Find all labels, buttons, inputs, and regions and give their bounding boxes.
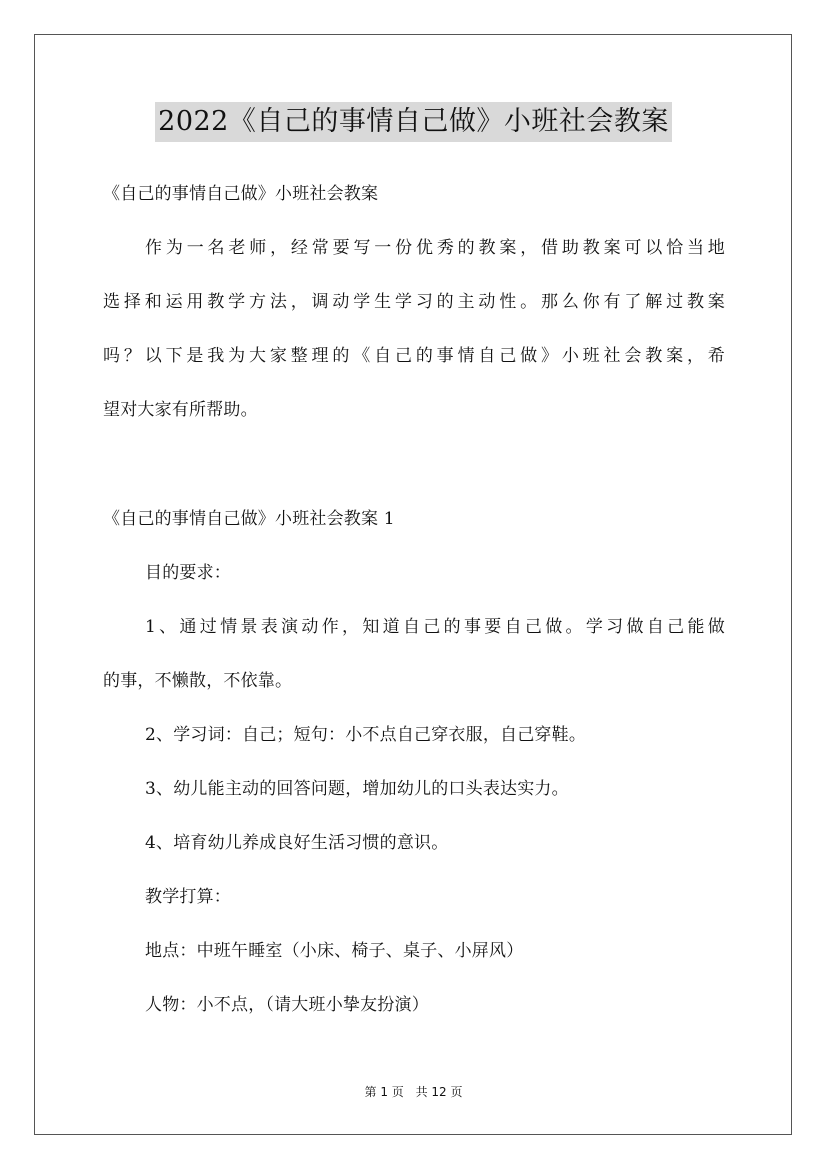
intro-line-3: 吗？以下是我为大家整理的《自己的事情自己做》小班社会教案，希 [103, 346, 725, 366]
goal-4: 4、培育幼儿养成良好生活习惯的意识。 [145, 833, 449, 853]
page-total: 共 12 页 [415, 1085, 463, 1099]
place-line: 地点：中班午睡室（小床、椅子、桌子、小屏风） [145, 941, 524, 961]
intro-line-2: 选择和运用教学方法，调动学生学习的主动性。那么你有了解过教案 [103, 292, 725, 312]
page-footer [0, 1084, 827, 1100]
goal-3: 3、幼儿能主动的回答问题，增加幼儿的口头表达实力。 [145, 779, 569, 799]
goal-1-line-1: 1、通过情景表演动作，知道自己的事要自己做。学习做自己能做 [145, 617, 725, 637]
section-heading: 《自己的事情自己做》小班社会教案 1 [103, 509, 395, 529]
document-title: 2022《自己的事情自己做》小班社会教案 [155, 102, 672, 142]
intro-line-4: 望对大家有所帮助。 [103, 400, 258, 420]
goal-2: 2、学习词：自己；短句：小不点自己穿衣服，自己穿鞋。 [145, 725, 587, 745]
title-wrapper [0, 102, 827, 142]
page-number: 第 1 页 [364, 1085, 404, 1099]
goal-1-line-2: 的事，不懒散，不依靠。 [103, 671, 293, 691]
goal-heading: 目的要求： [145, 563, 231, 583]
intro-line-1: 作为一名老师，经常要写一份优秀的教案，借助教案可以恰当地 [145, 238, 725, 258]
document-subtitle: 《自己的事情自己做》小班社会教案 [103, 184, 379, 204]
characters-line: 人物：小不点，（请大班小挚友扮演） [145, 995, 429, 1015]
prep-heading: 教学打算： [145, 887, 231, 907]
